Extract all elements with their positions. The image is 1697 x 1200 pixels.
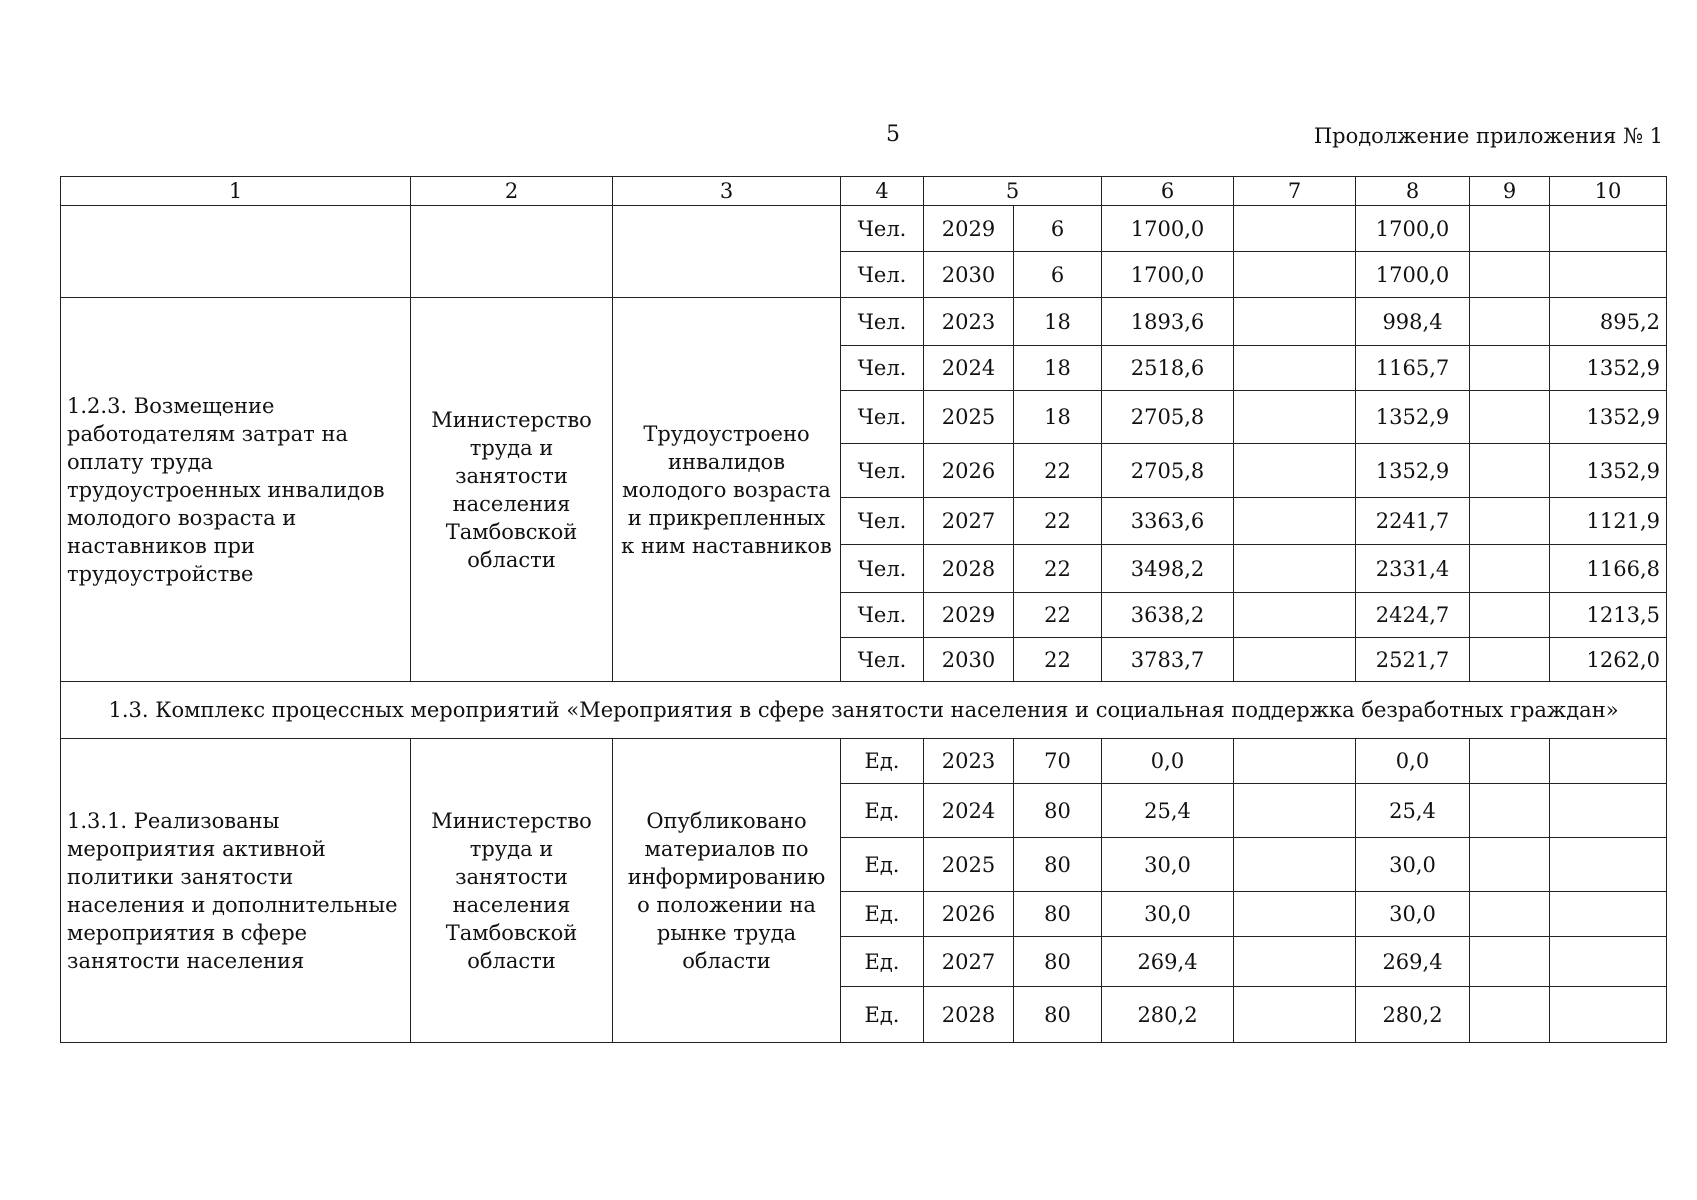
col10-cell: 895,2 (1550, 298, 1667, 346)
unit-cell: Ед. (841, 892, 924, 937)
count-cell: 18 (1014, 346, 1102, 391)
col8-cell: 1700,0 (1356, 206, 1470, 252)
total-cell: 2518,6 (1102, 346, 1234, 391)
col7-cell (1234, 391, 1356, 444)
section-row (61, 682, 1667, 739)
count-cell: 22 (1014, 444, 1102, 498)
page-number: 5 (886, 122, 900, 147)
col8-cell: 1352,9 (1356, 444, 1470, 498)
year-cell: 2029 (924, 593, 1014, 638)
col10-cell: 1262,0 (1550, 638, 1667, 682)
header-cell-4: 4 (841, 177, 924, 206)
total-cell: 3638,2 (1102, 593, 1234, 638)
col9-cell (1470, 937, 1550, 987)
activity-name-cell: 1.3.1. Реализованы мероприятия активной политики занятости населения и дополнительные мероприятия в сфере занятости населения (61, 739, 411, 1043)
year-cell: 2024 (924, 784, 1014, 838)
unit-cell: Ед. (841, 838, 924, 892)
unit-cell: Чел. (841, 498, 924, 545)
count-cell: 22 (1014, 545, 1102, 593)
unit-cell: Ед. (841, 739, 924, 784)
unit-cell: Чел. (841, 298, 924, 346)
count-cell: 18 (1014, 391, 1102, 444)
unit-cell: Чел. (841, 545, 924, 593)
col7-cell (1234, 498, 1356, 545)
unit-cell: Чел. (841, 391, 924, 444)
col7-cell (1234, 206, 1356, 252)
program-table (60, 176, 1667, 1043)
col9-cell (1470, 739, 1550, 784)
col7-cell (1234, 987, 1356, 1043)
count-cell: 80 (1014, 838, 1102, 892)
unit-cell: Чел. (841, 444, 924, 498)
total-cell: 2705,8 (1102, 444, 1234, 498)
col8-cell: 1700,0 (1356, 252, 1470, 298)
count-cell: 80 (1014, 937, 1102, 987)
section-title: 1.3. Комплекс процессных мероприятий «Мероприятия в сфере занятости населения и социальная поддержка безработных граждан» (61, 682, 1667, 739)
header-cell-8: 8 (1356, 177, 1470, 206)
col8-cell: 2331,4 (1356, 545, 1470, 593)
col7-cell (1234, 298, 1356, 346)
responsible-cell (411, 206, 613, 298)
col10-cell: 1352,9 (1550, 444, 1667, 498)
year-cell: 2024 (924, 346, 1014, 391)
unit-cell: Ед. (841, 987, 924, 1043)
col10-cell: 1352,9 (1550, 346, 1667, 391)
unit-cell: Чел. (841, 638, 924, 682)
col9-cell (1470, 838, 1550, 892)
col10-cell (1550, 252, 1667, 298)
col7-cell (1234, 593, 1356, 638)
header-cell-7: 7 (1234, 177, 1356, 206)
count-cell: 80 (1014, 987, 1102, 1043)
col8-cell: 30,0 (1356, 838, 1470, 892)
indicator-cell: Опубликовано материалов по информированию о положении на рынке труда области (613, 739, 841, 1043)
header-cell-5: 5 (924, 177, 1102, 206)
year-cell: 2026 (924, 892, 1014, 937)
year-cell: 2023 (924, 739, 1014, 784)
col8-cell: 1352,9 (1356, 391, 1470, 444)
count-cell: 80 (1014, 784, 1102, 838)
year-cell: 2028 (924, 987, 1014, 1043)
col8-cell: 1165,7 (1356, 346, 1470, 391)
indicator-cell: Трудоустроено инвалидов молодого возраста и прикрепленных к ним наставников (613, 298, 841, 682)
year-cell: 2026 (924, 444, 1014, 498)
header-cell-1: 1 (61, 177, 411, 206)
col7-cell (1234, 892, 1356, 937)
total-cell: 3783,7 (1102, 638, 1234, 682)
year-cell: 2025 (924, 838, 1014, 892)
count-cell: 22 (1014, 593, 1102, 638)
col10-cell: 1121,9 (1550, 498, 1667, 545)
year-cell: 2029 (924, 206, 1014, 252)
unit-cell: Чел. (841, 593, 924, 638)
col10-cell (1550, 937, 1667, 987)
table-body (61, 177, 1667, 1043)
col9-cell (1470, 206, 1550, 252)
col8-cell: 2241,7 (1356, 498, 1470, 545)
header-cell-10: 10 (1550, 177, 1667, 206)
year-cell: 2025 (924, 391, 1014, 444)
total-cell: 3498,2 (1102, 545, 1234, 593)
col8-cell: 998,4 (1356, 298, 1470, 346)
col7-cell (1234, 838, 1356, 892)
count-cell: 80 (1014, 892, 1102, 937)
table-row (61, 739, 1667, 784)
responsible-cell: Министерство труда и занятости населения Тамбовской области (411, 298, 613, 682)
col7-cell (1234, 739, 1356, 784)
col9-cell (1470, 444, 1550, 498)
table-row (61, 298, 1667, 346)
total-cell: 3363,6 (1102, 498, 1234, 545)
col7-cell (1234, 937, 1356, 987)
unit-cell: Чел. (841, 252, 924, 298)
header-cell-3: 3 (613, 177, 841, 206)
col7-cell (1234, 444, 1356, 498)
activity-name-cell (61, 206, 411, 298)
activity-name-cell: 1.2.3. Возмещение работодателям затрат на оплату труда трудоустроенных инвалидов молодого возраста и наставников при трудоустройстве (61, 298, 411, 682)
col10-cell (1550, 739, 1667, 784)
unit-cell: Ед. (841, 937, 924, 987)
total-cell: 25,4 (1102, 784, 1234, 838)
col8-cell: 30,0 (1356, 892, 1470, 937)
col9-cell (1470, 593, 1550, 638)
col10-cell (1550, 892, 1667, 937)
col8-cell: 280,2 (1356, 987, 1470, 1043)
col9-cell (1470, 892, 1550, 937)
year-cell: 2030 (924, 638, 1014, 682)
col8-cell: 2521,7 (1356, 638, 1470, 682)
count-cell: 70 (1014, 739, 1102, 784)
count-cell: 18 (1014, 298, 1102, 346)
col10-cell: 1166,8 (1550, 545, 1667, 593)
col9-cell (1470, 346, 1550, 391)
col7-cell (1234, 346, 1356, 391)
col7-cell (1234, 784, 1356, 838)
total-cell: 0,0 (1102, 739, 1234, 784)
total-cell: 280,2 (1102, 987, 1234, 1043)
col9-cell (1470, 987, 1550, 1043)
count-cell: 6 (1014, 252, 1102, 298)
responsible-cell: Министерство труда и занятости населения Тамбовской области (411, 739, 613, 1043)
col10-cell: 1352,9 (1550, 391, 1667, 444)
appendix-label: Продолжение приложения № 1 (1313, 124, 1663, 148)
total-cell: 269,4 (1102, 937, 1234, 987)
col9-cell (1470, 298, 1550, 346)
year-cell: 2023 (924, 298, 1014, 346)
year-cell: 2027 (924, 937, 1014, 987)
header-cell-9: 9 (1470, 177, 1550, 206)
col8-cell: 0,0 (1356, 739, 1470, 784)
header-row (61, 177, 1667, 206)
col7-cell (1234, 252, 1356, 298)
header-cell-2: 2 (411, 177, 613, 206)
indicator-cell (613, 206, 841, 298)
total-cell: 1700,0 (1102, 206, 1234, 252)
col9-cell (1470, 545, 1550, 593)
col10-cell: 1213,5 (1550, 593, 1667, 638)
col9-cell (1470, 784, 1550, 838)
total-cell: 1700,0 (1102, 252, 1234, 298)
col7-cell (1234, 545, 1356, 593)
count-cell: 6 (1014, 206, 1102, 252)
col8-cell: 2424,7 (1356, 593, 1470, 638)
year-cell: 2030 (924, 252, 1014, 298)
col8-cell: 25,4 (1356, 784, 1470, 838)
unit-cell: Чел. (841, 346, 924, 391)
col7-cell (1234, 638, 1356, 682)
count-cell: 22 (1014, 498, 1102, 545)
unit-cell: Ед. (841, 784, 924, 838)
col9-cell (1470, 498, 1550, 545)
count-cell: 22 (1014, 638, 1102, 682)
col8-cell: 269,4 (1356, 937, 1470, 987)
total-cell: 30,0 (1102, 892, 1234, 937)
col10-cell (1550, 838, 1667, 892)
col9-cell (1470, 391, 1550, 444)
table-row (61, 206, 1667, 252)
total-cell: 1893,6 (1102, 298, 1234, 346)
total-cell: 30,0 (1102, 838, 1234, 892)
year-cell: 2027 (924, 498, 1014, 545)
col9-cell (1470, 252, 1550, 298)
col10-cell (1550, 784, 1667, 838)
col10-cell (1550, 987, 1667, 1043)
total-cell: 2705,8 (1102, 391, 1234, 444)
col9-cell (1470, 638, 1550, 682)
unit-cell: Чел. (841, 206, 924, 252)
year-cell: 2028 (924, 545, 1014, 593)
col10-cell (1550, 206, 1667, 252)
header-cell-6: 6 (1102, 177, 1234, 206)
